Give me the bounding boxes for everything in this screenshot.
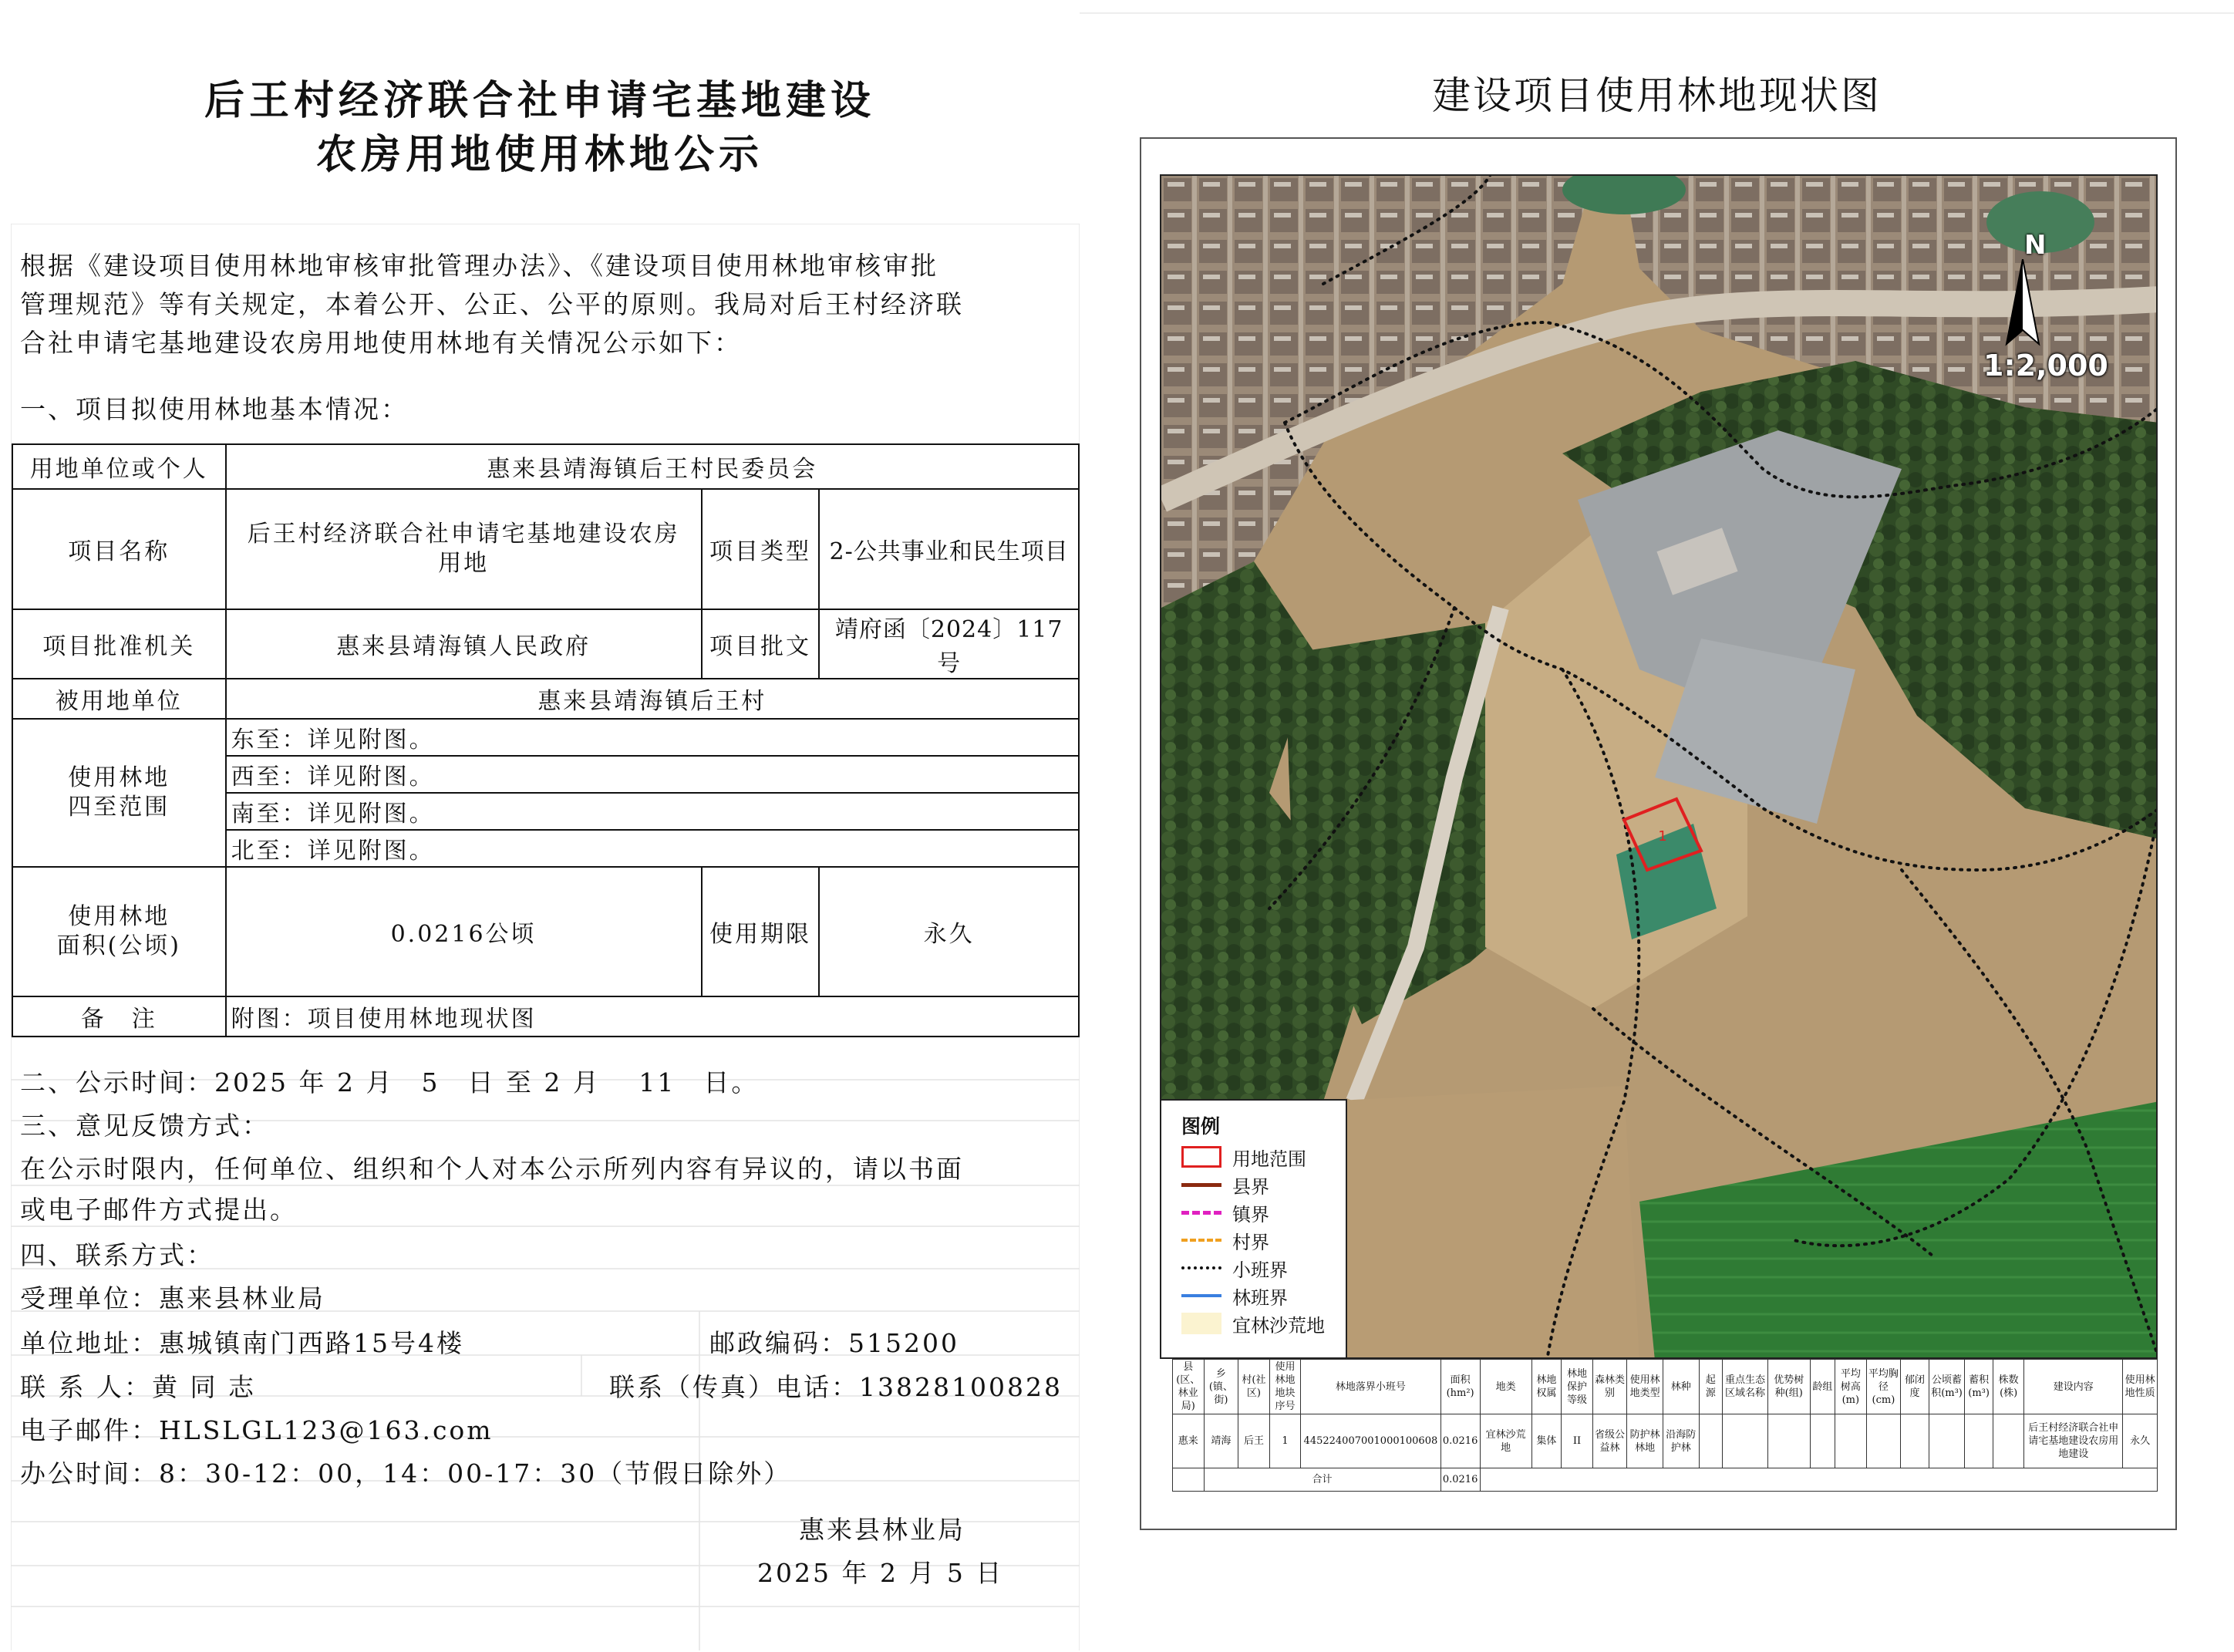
area-label-line2: 面积(公顷) [56, 932, 181, 959]
receiving-unit: 受理单位：惠来县林业局 [20, 1283, 325, 1313]
map-scale: 1:2,000 [1983, 349, 2108, 383]
village-line-icon [1181, 1229, 1221, 1251]
attr-data-row [1173, 1414, 2158, 1468]
attr-data-cell: 宜林沙荒地 [1480, 1414, 1531, 1468]
legend-item-town-boundary [1181, 1201, 1269, 1224]
attr-header-cell: 使用林地类型 [1627, 1360, 1663, 1414]
site-boundary-icon [1181, 1146, 1221, 1168]
section-1-heading: 一、项目拟使用林地基本情况： [20, 394, 409, 424]
project-name-label: 项目名称 [12, 489, 226, 609]
legend-item-subcompartment-boundary [1181, 1256, 1288, 1279]
map-legend [1160, 1099, 1347, 1359]
boundary-west: 西至：详见附图。 [226, 756, 1079, 793]
feedback-line-2: 或电子邮件方式提出。 [20, 1195, 298, 1225]
intro-paragraph [20, 247, 1069, 362]
issuer-signature: 惠来县林业局 [799, 1515, 965, 1545]
subcompartment-line-icon [1181, 1257, 1221, 1279]
remark-label: 备 注 [12, 996, 226, 1037]
page-top-rule [1080, 12, 2234, 14]
contact-phone: 联系（传真）电话：13828100828 [609, 1372, 1063, 1402]
attr-data-cell: 永久 [2123, 1414, 2158, 1468]
legend-item-site-boundary [1181, 1145, 1306, 1168]
map-page [1080, 0, 2234, 1652]
attr-header-row [1173, 1360, 2158, 1414]
attr-data-cell: 沿海防护林 [1663, 1414, 1699, 1468]
county-line-icon [1181, 1174, 1221, 1195]
approval-doc-label: 项目批文 [702, 609, 820, 679]
attr-header-cell: 森林类别 [1592, 1360, 1627, 1414]
legend-item-village-boundary [1181, 1229, 1269, 1252]
occupied-unit-value: 惠来县靖海镇后王村 [226, 679, 1079, 719]
attr-header-cell: 县(区、林业局) [1173, 1360, 1205, 1414]
attr-data-cell: 后王 [1238, 1414, 1270, 1468]
attr-data-cell: 省级公益林 [1592, 1414, 1627, 1468]
user-label: 用地单位或个人 [12, 444, 226, 489]
sandy-wasteland-swatch [1181, 1313, 1221, 1334]
forest-land-attribute-table [1172, 1359, 2158, 1492]
attr-header-cell: 面积(hm²) [1440, 1360, 1480, 1414]
section-3-heading: 三、意见反馈方式： [20, 1111, 270, 1141]
section-4-heading: 四、联系方式： [20, 1240, 214, 1270]
attr-data-cell: 后王村经济联合社申请宅基地建设农房用地建设 [2024, 1414, 2123, 1468]
unit-address: 单位地址：惠城镇南门西路15号4楼 [20, 1328, 464, 1358]
attr-header-cell: 林地保护等级 [1562, 1360, 1593, 1414]
attr-data-cell [1810, 1414, 1835, 1468]
attr-data-cell [1993, 1414, 2024, 1468]
attr-data-cell: 防护林林地 [1627, 1414, 1663, 1468]
area-label [12, 867, 226, 996]
office-hours: 办公时间：8：30-12：00，14：00-17：30（节假日除外） [20, 1458, 792, 1488]
attr-data-cell: 0.0216 [1440, 1414, 1480, 1468]
issue-date: 2025 年 2 月 5 日 [757, 1558, 1004, 1588]
project-type-label: 项目类型 [702, 489, 820, 609]
email-text: 电子邮件：HLSLGL123@163.com [20, 1415, 494, 1445]
attr-header-cell: 蓄积(m³) [1965, 1360, 1993, 1414]
area-value: 0.0216公顷 [226, 867, 702, 996]
section-2-publicity-period: 二、公示时间：2025 年 2 月 5 日 至 2 月 11 日。 [20, 1067, 760, 1097]
attr-total-label: 合计 [1204, 1468, 1440, 1492]
attr-data-cell: 445224007001000100608 [1301, 1414, 1440, 1468]
user-value: 惠来县靖海镇后王村民委员会 [226, 444, 1079, 489]
project-type-value: 2-公共事业和民生项目 [819, 489, 1079, 609]
intro-line-1: 根据《建设项目使用林地审核审批管理办法》、《建设项目使用林地审核审批 [20, 251, 938, 281]
attr-header-cell: 使用林地性质 [2123, 1360, 2158, 1414]
contact-person: 联 系 人：黄 同 志 [20, 1372, 256, 1402]
attr-total-area: 0.0216 [1440, 1468, 1480, 1492]
attr-data-cell: 惠来 [1173, 1414, 1205, 1468]
boundary-label [12, 719, 226, 867]
attr-data-cell: 靖海 [1204, 1414, 1238, 1468]
attr-total-blank [1173, 1468, 1205, 1492]
attr-data-cell [1929, 1414, 1965, 1468]
legend-label: 宜林沙荒地 [1232, 1314, 1325, 1337]
attr-header-cell: 龄组 [1810, 1360, 1835, 1414]
legend-label: 林班界 [1232, 1286, 1288, 1309]
notice-title-line1: 后王村经济联合社申请宅基地建设 [204, 77, 875, 124]
notice-title-line2: 农房用地使用林地公示 [315, 131, 763, 178]
attr-data-cell [1866, 1414, 1901, 1468]
attr-data-cell [1901, 1414, 1929, 1468]
attr-data-cell [1965, 1414, 1993, 1468]
attr-data-cell [1767, 1414, 1810, 1468]
attr-data-cell [1723, 1414, 1768, 1468]
attr-header-cell: 优势树种(组) [1767, 1360, 1810, 1414]
attr-total-row [1173, 1468, 2158, 1492]
legend-item-county-boundary [1181, 1173, 1269, 1196]
attr-header-cell: 乡(镇、街) [1204, 1360, 1238, 1414]
boundary-north: 北至：详见附图。 [226, 830, 1079, 867]
legend-item-sandy-wasteland [1181, 1312, 1325, 1335]
period-label: 使用期限 [702, 867, 820, 996]
approver-label: 项目批准机关 [12, 609, 226, 679]
legend-label: 镇界 [1232, 1203, 1269, 1226]
intro-line-3: 合社申请宅基地建设农房用地使用林地有关情况公示如下： [20, 328, 742, 358]
occupied-unit-label: 被用地单位 [12, 679, 226, 719]
attr-header-cell: 起源 [1699, 1360, 1722, 1414]
attr-data-cell [1835, 1414, 1867, 1468]
period-value: 永久 [819, 867, 1079, 996]
attr-header-cell: 林种 [1663, 1360, 1699, 1414]
attr-header-cell: 郁闭度 [1901, 1360, 1929, 1414]
north-arrow-icon [2005, 259, 2040, 352]
remark-value: 附图：项目使用林地现状图 [226, 996, 1079, 1037]
attr-header-cell: 地类 [1480, 1360, 1531, 1414]
map-title: 建设项目使用林地现状图 [1432, 73, 1882, 118]
postal-code: 邮政编码：515200 [709, 1328, 959, 1358]
legend-title: 图例 [1181, 1115, 1221, 1138]
attr-header-cell: 村(社区) [1238, 1360, 1270, 1414]
attr-header-cell: 平均胸径(cm) [1866, 1360, 1901, 1414]
legend-label: 用地范围 [1232, 1148, 1306, 1170]
boundary-label-line1: 使用林地 [68, 764, 170, 791]
notice-page [0, 0, 1080, 1652]
attr-header-cell: 公顷蓄积(m³) [1929, 1360, 1965, 1414]
approver-value: 惠来县靖海镇人民政府 [226, 609, 702, 679]
approval-doc-value: 靖府函〔2024〕117号 [819, 609, 1079, 679]
intro-line-2: 管理规范》等有关规定，本着公开、公正、公平的原则。我局对后王村经济联 [20, 289, 964, 319]
compartment-line-icon [1181, 1285, 1221, 1306]
legend-item-compartment-boundary [1181, 1284, 1288, 1307]
feedback-line-1: 在公示时限内，任何单位、组织和个人对本公示所列内容有异议的，请以书面 [20, 1154, 964, 1184]
boundary-east: 东至：详见附图。 [226, 719, 1079, 756]
attr-header-cell: 林地落界小班号 [1301, 1360, 1440, 1414]
attr-data-cell: 集体 [1531, 1414, 1562, 1468]
legend-label: 村界 [1232, 1231, 1269, 1253]
attr-data-cell: 1 [1269, 1414, 1301, 1468]
attr-data-cell: II [1562, 1414, 1593, 1468]
project-name-value: 后王村经济联合社申请宅基地建设农房用地 [226, 489, 702, 609]
attr-header-cell: 建设内容 [2024, 1360, 2123, 1414]
attr-header-cell: 重点生态区域名称 [1723, 1360, 1768, 1414]
area-label-line1: 使用林地 [68, 903, 170, 930]
attr-total-rest [1480, 1468, 2157, 1492]
town-line-icon [1181, 1202, 1221, 1223]
attr-header-cell: 林地权属 [1531, 1360, 1562, 1414]
parcel-label: 1 [1658, 828, 1667, 845]
boundary-south: 南至：详见附图。 [226, 793, 1079, 830]
legend-label: 县界 [1232, 1175, 1269, 1198]
email-address[interactable] [20, 1411, 494, 1447]
attr-header-cell: 使用林地地块序号 [1269, 1360, 1301, 1414]
attr-header-cell: 平均树高(m) [1835, 1360, 1867, 1414]
project-info-table [12, 443, 1080, 1037]
boundary-label-line2: 四至范围 [68, 794, 170, 821]
attr-data-cell [1699, 1414, 1722, 1468]
north-label: N [2024, 230, 2047, 261]
attr-header-cell: 株数(株) [1993, 1360, 2024, 1414]
legend-label: 小班界 [1232, 1259, 1288, 1281]
